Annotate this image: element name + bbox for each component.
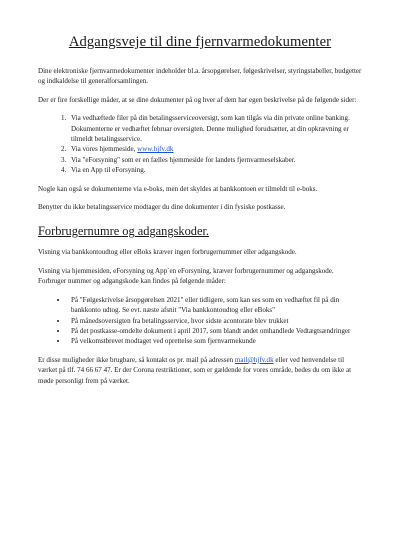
eboks-paragraph: Nogle kan også se dokumenterne via e-boks, men det skyldes at bankkontoen er tilmeldt til e-boks.	[38, 184, 318, 193]
access-way-item: 1. Via vedhæftede filer på din betalingsserviceoversigt, som kan tilgås via din private online banking. Dokumenterne er vedhæftet februar oversigten. Denne mulighed forudsætter, at din opkrævning er tilmeldt betalingsservice.	[68, 113, 362, 144]
bank-paragraph: Visning via bankkontoudtog eller eBoks kræver ingen forbrugernummer eller adgangskode.	[38, 248, 297, 257]
find-codes-item: • På det postkasse-omdelte dokument i april 2017, som blandt andet omhandlede Vedtægtsændringer	[68, 326, 362, 336]
access-way-item: 3. Via "eForsyning" som er en fælles hjemmeside for landets fjernvarmeselskaber.	[68, 155, 362, 165]
web-access-paragraph: Visning via hjemmesiden, eForsyning og App´en eForsyning, kræver forbrugernummer og adgangskode. Forbruger nummer og adgangskode kan findes på følgende måder:	[38, 266, 334, 286]
contact-paragraph: Er disse muligheder ikke brugbare, så kontakt os pr. mail på adressen mail@hjfv.dk eller ved henvendelse til værket på tlf. 74 66 67 47. Er der Corona restriktioner, som er gældende for vores område, bedes du om ikke at møde personligt frem på værket.	[38, 355, 352, 385]
access-way-item	[68, 144, 362, 154]
intro-paragraph: Dine elektroniske fjernvarmedokumenter indeholder bl.a. årsopgørelser, følgeskrivelser, styringstabeller, budgetter og indkaldelse til generalforsamlingen.	[38, 67, 362, 86]
website-link[interactable]: www.hjfv.dk	[137, 145, 174, 154]
access-ways-list	[38, 113, 362, 175]
find-codes-item: • På velkomstbrevet modtaget ved oprettelse som fjernvarmekunde	[68, 336, 362, 346]
section-heading-codes: Forbrugernumre og adgangskoder.	[38, 224, 210, 239]
postbox-paragraph: Benytter du ikke betalingsservice modtager du dine dokumenter i din fysiske postkasse.	[38, 203, 286, 212]
page-title: Adgangsveje til dine fjernvarmedokumenter	[68, 34, 332, 50]
find-codes-item: • På "Følgeskrivelse årsopgørelsen 2021" eller tidligere, som kan ses som en vedhæftet fil på din bankkonto udtog. Se evt. næste afsnit "Via bankkontoudtog eller eBoks"	[68, 295, 362, 316]
email-link[interactable]: mail@hjfv.dk	[234, 355, 274, 364]
find-codes-list	[38, 295, 362, 347]
find-codes-item: • På månedsoversigten fra betalingsservice, hvor sidste acontorate blev trukket	[68, 316, 362, 326]
ways-intro-paragraph: Der er fire forskellige måder, at se dine dokumenter på og hver af dem har egen beskrivelse på de følgende sider:	[38, 95, 357, 104]
access-way-text: Via vores hjemmeside,	[71, 145, 138, 154]
access-way-item: 4. Via en App til eForsyning.	[68, 165, 362, 175]
